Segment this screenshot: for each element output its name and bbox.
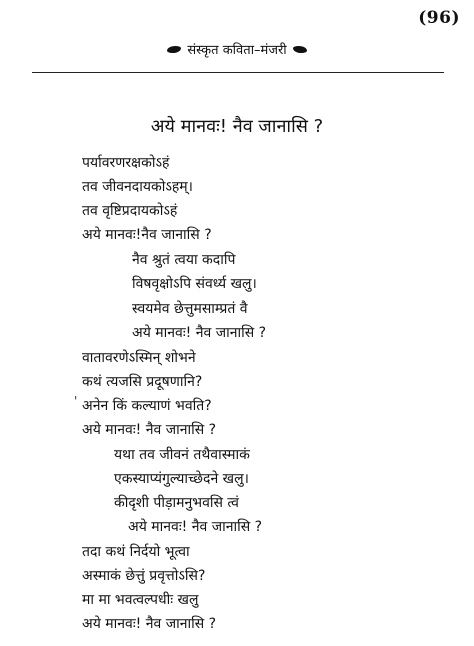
- poem-line: वातावरणेऽस्मिन् शोभने: [82, 350, 196, 366]
- poem-line: कीदृशी पीड़ामनुभवसि त्वं: [114, 495, 239, 511]
- poem-line: एकस्याप्यंगुल्याच्छेदने खलु।: [114, 471, 249, 487]
- poem-line: तव जीवनदायकोऽहम्।: [82, 179, 193, 195]
- poem-line: विषवृक्षोऽपि संवर्ध्य खलु।: [132, 276, 257, 292]
- poem-title: अये मानवः! नैव जानासि ?: [150, 116, 324, 137]
- poem-line: स्वयमेव छेत्तुमसाम्प्रतं वै: [132, 301, 248, 317]
- poem-line: अनेन किं कल्याणं भवति?: [82, 398, 212, 414]
- poem-line: मा मा भवत्वल्पधीः खलु: [82, 592, 199, 608]
- poem-line: नैव श्रुतं त्वया कदापि: [132, 252, 236, 268]
- poem-line: अये मानवः! नैव जानासि ?: [132, 325, 267, 341]
- running-header-text: संस्कृत कविता–मंजरी: [187, 43, 287, 58]
- flourish-right-icon: [293, 46, 307, 53]
- flourish-left-icon: [167, 46, 181, 53]
- poem-line: अये मानवः!नैव जानासि ?: [82, 227, 212, 243]
- poem-line: पर्यावरणरक्षकोऽहं: [82, 155, 170, 171]
- poem-line: अस्माकं छेत्तुं प्रवृत्तोऽसि?: [82, 568, 206, 584]
- poem-line: कथं त्यजसि प्रदूषणानि?: [82, 374, 203, 390]
- poem-line: यथा तव जीवनं तथैवास्माकं: [114, 447, 250, 463]
- poem-line: तव वृष्टिप्रदायकोऽहं: [82, 203, 178, 219]
- poem-line: तदा कथं निर्दयो भूत्वा: [82, 544, 190, 560]
- margin-mark: ': [74, 394, 78, 408]
- page-number: (96): [418, 8, 460, 28]
- poem-line: अये मानवः! नैव जानासि ?: [128, 519, 263, 535]
- poem-line: अये मानवः! नैव जानासि ?: [82, 422, 217, 438]
- poem-line: अये मानवः! नैव जानासि ?: [82, 616, 217, 632]
- header-rule: [32, 72, 444, 73]
- running-header: [0, 40, 474, 58]
